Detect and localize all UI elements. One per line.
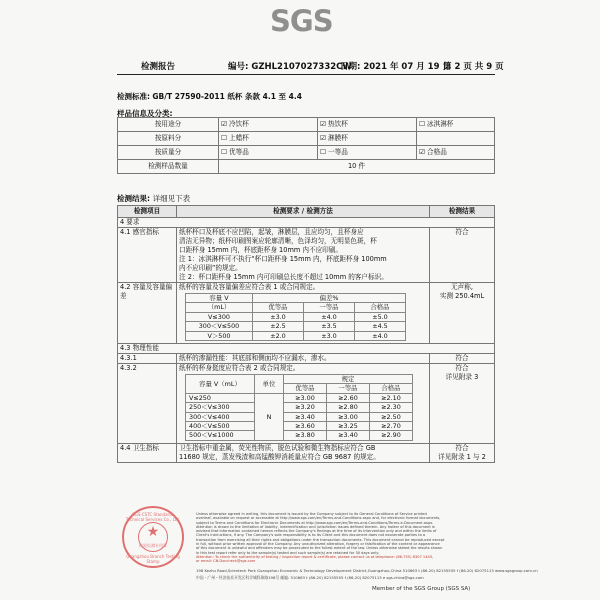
grade-header: 一等品 — [327, 384, 370, 393]
sample-info-table — [117, 117, 495, 174]
sample-info-option: ☐ 上蜡杯 — [219, 132, 318, 146]
stamp-bottom-text: Guangzhou Branch Testing Stamp — [126, 554, 180, 564]
table-cell: V≤300 — [186, 312, 253, 321]
table-cell: ±3.0 — [304, 331, 355, 340]
header-divider — [117, 74, 495, 75]
table-row — [118, 228, 495, 283]
table-cell: V≤250 — [186, 393, 255, 402]
requirement-line: 11680 规定，蒸发残渣和高锰酸钾消耗量应符合 GB 9687 的规定。 — [179, 452, 380, 461]
table-cell: ≥2.50 — [370, 412, 413, 421]
item-4-3: 4.3 物理性能 — [118, 344, 495, 354]
item-4-3-2: 4.3.2 — [118, 364, 177, 444]
disclaimer-line: overleaf, available on request or accessible at http://www.sgs.com/en/Terms-and-Conditions.aspx and, for electronic format documents, — [196, 516, 441, 521]
grade-header: 一等品 — [304, 303, 355, 312]
table-cell: ≥3.00 — [327, 412, 370, 421]
table-cell: ≥2.10 — [370, 393, 413, 402]
sample-qty-value: 10 件 — [219, 160, 495, 174]
table-cell: ≥3.40 — [327, 431, 370, 440]
table-cell: ≥3.80 — [284, 431, 327, 440]
table-cell: 500＜V≤1000 — [186, 431, 255, 440]
disclaimer-line: subject to Terms and Conditions for Electronic Documents at http://www.sgs.com/en/Terms-and-Conditions/Terms-e-Document.aspx. — [196, 520, 434, 525]
table-row — [186, 431, 413, 440]
table-cell: ±3.0 — [253, 312, 304, 321]
report-number: 编号: GZHL2107027332CW — [228, 62, 352, 72]
table-cell: V＞500 — [186, 331, 253, 340]
table-row — [118, 160, 495, 174]
table-cell: ≥2.30 — [370, 403, 413, 412]
table-row — [118, 364, 495, 444]
address-english: 198 Kezhu Road,Scientech Park Guangzhou Economic & Technology Development District,Guangzhou,China 510663 t (86-20) 82155555 f (86-20) 82075113 www.sgsgroup.com.cn — [196, 568, 538, 573]
table-row — [118, 218, 495, 228]
sample-qty-label: 检测样品数量 — [118, 160, 219, 174]
test-standard-value: GB/T 27590-2011 纸杯 条款 4.1 至 4.4 — [152, 92, 302, 101]
table-row — [118, 443, 495, 462]
result-line: 符合 — [455, 364, 469, 373]
table-cell: ≥3.00 — [284, 393, 327, 402]
table-cell: 400＜V≤500 — [186, 422, 255, 431]
sample-info-label: 按原料分 — [118, 132, 219, 146]
authenticity-notice: Attention: To check the authenticity of testing / inspection report & certificate, please contact us at telephone: (86-755) 8307 1443, — [196, 554, 434, 559]
test-standard-label: 检测标准: — [117, 92, 150, 101]
result-4-3-1: 符合 — [430, 354, 495, 364]
requirement-line: 纸杯的容量及容量偏差应符合表 1 或合同规定。 — [179, 283, 320, 291]
table-cell: ≥2.70 — [370, 422, 413, 431]
table-cell: 250＜V≤300 — [186, 403, 255, 412]
result-line: 详见附录 3 — [445, 373, 479, 382]
table-cell: ≥3.60 — [284, 422, 327, 431]
table-row — [186, 375, 413, 384]
member-notice: Member of the SGS Group (SGS SA) — [372, 586, 471, 592]
result-line: 符合 — [455, 443, 469, 452]
col-header-requirement: 检测要求 / 检测方法 — [177, 206, 430, 218]
table-cell: ≥3.40 — [284, 412, 327, 421]
item-4-4: 4.4 卫生指标 — [118, 443, 177, 462]
disclaimer-line: Attention is drawn to the limitation of liability, indemnification and jurisdiction issues defined therein. Any holder of this document is — [196, 524, 435, 529]
results-table — [117, 205, 495, 463]
table-header-row — [118, 206, 495, 218]
requirement-line: 注 2：杯口距杯身 15mm 内可印刷总长度不超过 10mm 的客户标识。 — [179, 273, 388, 281]
requirement-4-1 — [177, 228, 430, 283]
disclaimer-line: Client's instructions, if any. The Company's sole responsibility is to its Client and this document does not exonerate parties to a — [196, 533, 426, 538]
requirement-4-3-1: 纸杯的渗漏性能：其底部和侧面均不应漏水，渗水。 — [177, 354, 430, 364]
sample-info-label: 按用途分 — [118, 118, 219, 132]
disclaimer-line: of this document is unlawful and offenders may be prosecuted to the fullest extent of the law. Unless otherwise stated the results shown — [196, 546, 443, 551]
grade-header: 合格品 — [370, 384, 413, 393]
sample-info-option: ☑ 淋膜杯 — [318, 132, 417, 146]
table-row — [186, 322, 406, 331]
table-row — [186, 312, 406, 321]
grade-header: 优等品 — [284, 384, 327, 393]
sample-info-option: ☑ 合格品 — [417, 146, 495, 160]
table-row — [118, 344, 495, 354]
capacity-table — [185, 293, 406, 341]
table-cell: ≥2.90 — [370, 431, 413, 440]
table-row — [186, 303, 406, 312]
table-row — [186, 331, 406, 340]
table-cell: ±4.0 — [304, 312, 355, 321]
requirement-4-3-2 — [177, 364, 430, 444]
requirement-line: 卫生指标中重金属，荧光性物质，脱色试验和微生物指标应符合 GB — [179, 443, 376, 452]
deviation-header: 偏差% — [253, 294, 406, 303]
table-cell: ±5.0 — [355, 312, 406, 321]
results-title-label: 检测结果: — [117, 194, 150, 203]
requirement-line: 纸杯的杯身挺度应符合表 2 或合同规定。 — [179, 364, 300, 373]
sample-info-option: ☐ 冰淇淋杯 — [417, 118, 495, 132]
result-4-1: 符合 — [430, 228, 495, 283]
requirement-line: 内不应印刷”的规定。 — [179, 264, 242, 272]
stamp-middle-text: 检验检测专用章 — [139, 543, 167, 548]
table-cell: ≥3.25 — [327, 422, 370, 431]
disclaimer-line: in this test report refer only to the sample(s) tested and such sample(s) are retained for 30 days only. — [196, 550, 380, 555]
table-cell: 300＜V≤500 — [186, 322, 253, 331]
table-row — [186, 422, 413, 431]
result-4-4 — [430, 443, 495, 462]
col-header-item: 检测项目 — [118, 206, 177, 218]
table-cell: ±4.5 — [355, 322, 406, 331]
results-note: 详细见下表 — [152, 194, 191, 203]
testing-stamp — [122, 506, 184, 568]
table-cell: ±3.5 — [304, 322, 355, 331]
disclaimer-line: in full, without prior written approval of the Company. Any unauthorized alteration, forgery or falsification of the content or appearance — [196, 542, 440, 547]
requirements-heading: 4 要求 — [118, 218, 495, 228]
star-icon: ★ — [146, 524, 160, 540]
table-row — [186, 393, 413, 402]
table-cell: ≥2.60 — [327, 393, 370, 402]
requirement-line: 口距杯身 15mm 内，杯底距杯身 10mm 内不应印刷。 — [179, 246, 342, 254]
capacity-header: 容量 V（mL） — [186, 375, 255, 394]
table-cell: 300＜V≤400 — [186, 412, 255, 421]
sample-info-option — [417, 132, 495, 146]
requirement-4-2 — [177, 283, 430, 344]
requirement-line: 注 1：冰淇淋杯可不执行“杯口距杯身 15mm 内，杯底距杯身 100mm — [179, 255, 387, 263]
sample-info-title: 样品信息及分类: — [117, 109, 173, 118]
table-row — [186, 294, 406, 303]
stamp-top-text: SGS-CSTC Standards Technical Services Co., Ltd. — [125, 512, 181, 522]
table-cell: ±2.5 — [253, 322, 304, 331]
table-row — [118, 118, 495, 132]
stiffness-table — [185, 374, 413, 441]
authenticity-notice: or email: CN.Doccheck@sgs.com — [196, 559, 256, 564]
spec-header: 规定 — [284, 375, 413, 384]
table-row — [186, 412, 413, 421]
disclaimer-line: transaction from exercising all their rights and obligations under the transaction documents. This document cannot be reproduced except — [196, 537, 445, 542]
requirement-4-4 — [177, 443, 430, 462]
sample-info-option: ☑ 热饮杯 — [318, 118, 417, 132]
requirement-line: 纸杯杯口及杯底不应凹陷，起皱，淋膜层，且应均匀，且杯身应 — [179, 228, 364, 236]
results-title — [117, 193, 190, 204]
table-row — [118, 283, 495, 344]
capacity-unit: （mL） — [186, 303, 253, 312]
disclaimer-line: Unless otherwise agreed in writing, this document is issued by the Company subject to its General Conditions of Service printed — [196, 512, 427, 516]
report-date: 日期: 2021 年 07 月 19 日 — [340, 62, 451, 72]
unit-header: 单位 — [255, 375, 284, 394]
requirement-line: 清洁无异物；纸杯印刷图案应轮廓清晰，色泽均匀，无明显色斑，杯 — [179, 237, 377, 245]
sample-info-option: ☑ 冷饮杯 — [219, 118, 318, 132]
result-line: 详见附录 1 与 2 — [438, 452, 486, 461]
col-header-result: 检测结果 — [430, 206, 495, 218]
legal-disclaimer — [196, 512, 496, 564]
address-chinese: 中国・广州・经济技术开发区科学城科珠路198号 邮编: 510663 t (86-20) 82155555 f (86-20) 82075113 e sgs.china@sgs.com — [196, 575, 424, 580]
table-cell: ≥3.20 — [284, 403, 327, 412]
item-4-2: 4.2 容量及容量偏差 — [118, 283, 177, 344]
report-title: 检测报告 — [141, 62, 176, 72]
sample-info-option: ☐ 优等品 — [219, 146, 318, 160]
table-cell: ±4.0 — [355, 331, 406, 340]
sample-info-option: ☐ 一等品 — [318, 146, 417, 160]
result-4-2 — [430, 283, 495, 344]
test-standard — [117, 91, 302, 102]
table-row — [118, 146, 495, 160]
disclaimer-line: advised that information contained hereon reflects the Company's findings at the time of its intervention only and within the limits of — [196, 529, 437, 534]
table-row — [118, 354, 495, 364]
item-4-3-1: 4.3.1 — [118, 354, 177, 364]
table-cell: ±2.0 — [253, 331, 304, 340]
unit-cell: N — [255, 393, 284, 440]
grade-header: 优等品 — [253, 303, 304, 312]
result-4-3-2 — [430, 364, 495, 444]
sgs-logo: SGS — [270, 4, 333, 38]
capacity-header: 容量 V — [186, 294, 253, 303]
result-line: 无声称, — [451, 283, 473, 291]
result-line: 实测 250.4mL — [439, 292, 485, 300]
table-cell: ≥2.80 — [327, 403, 370, 412]
grade-header: 合格品 — [355, 303, 406, 312]
sample-info-label: 按质量分 — [118, 146, 219, 160]
item-4-1: 4.1 感官指标 — [118, 228, 177, 283]
page-number: 第 2 页 共 9 页 — [443, 62, 504, 72]
table-row — [186, 403, 413, 412]
table-row — [118, 132, 495, 146]
